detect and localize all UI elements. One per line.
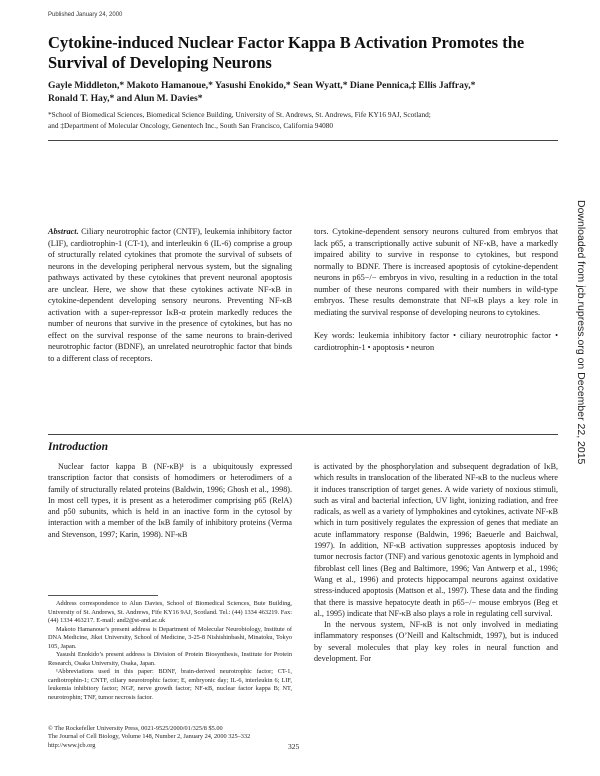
affiliation-line: *School of Biomedical Sciences, Biomedical Science Building, University of St. Andrews, St. Andrews, Fife KY16 9AJ, Scotland; (48, 110, 431, 119)
article-title: Cytokine-induced Nuclear Factor Kappa B Activation Promotes the Survival of Developing Neurons (48, 33, 525, 72)
abstract-label: Abstract. (48, 227, 79, 236)
abstract-right-column (314, 226, 558, 353)
introduction-right-column (314, 461, 558, 664)
page-number: 325 (288, 742, 300, 751)
introduction-heading: Introduction (48, 441, 109, 453)
footnote-correspondence: Address correspondence to Alun Davies, School of Biomedical Sciences, Bute Building, University of St. Andrews, St. Andrews, Fife KY16 9AJ, Scotland. Tel.: (44) 1334 463219. Fax: (44) 1334 463217. E-mail: and2@st-and.ac.uk (48, 600, 292, 624)
footnote-address: Makoto Hamanoue’s present address is Department of Molecular Neurobiology, Institute of DNA Medicine, Jikei University, School of Medicine, 3-25-8 Nishishinbashi, Minatoku, Tokyo 105, Japan. (48, 625, 292, 650)
journal-url[interactable]: http://www.jcb.org (48, 741, 96, 749)
copyright-block (48, 725, 250, 750)
journal-citation: The Journal of Cell Biology, Volume 148, Number 2, January 24, 2000 325–332 (48, 733, 251, 741)
abstract-text: Ciliary neurotrophic factor (CNTF), leukemia inhibitory factor (LIF), cardiotrophin-1 (CT-1), and interleukin 6 (IL-6) comprise a group of structurally related cytokines that promote the survival of subsets of neurons in the developing peripheral nervous system, but the signaling pathways activated by these cytokines that prevent neuronal apoptosis are unclear. Here, we show that these cytokines activate NF-κB in cytokine-dependent developing sensory neurons. Preventing NF-κB activation with a super-repressor IκB-α protein markedly reduces the number of neurons that survive in the presence of cytokines, but has no effect on the survival response of the same neurons to brain-derived neurotrophic factor (BDNF), an unrelated neurotrophic factor that binds to a different class of receptors. (48, 227, 292, 364)
author-line: Gayle Middleton,* Makoto Hamanoue,* Yasushi Enokido,* Sean Wyatt,* Diane Pennica,‡ Ellis Jaffray,* (48, 80, 476, 91)
footnote-abbreviations: ¹Abbreviations used in this paper: BDNF, brain-derived neurotrophic factor; CT-1, cardiotrophin-1; CNTF, ciliary neurotrophic factor; E, embryonic day; IL-6, interleukin 6; LIF, leukemia inhibitory factor; NGF, nerve growth factor; NF-κB, nuclear factor kappa B; NT, neurotrophin; TNF, tumor necrosis factor. (48, 668, 292, 701)
footnotes (48, 600, 292, 702)
abstract-text-continued: tors. Cytokine-dependent sensory neurons cultured from embryos that lack p65, a transcriptionally active subunit of NF-κB, have a markedly impaired ability to survive in response to cytokines, but respond normally to BDNF. There is increased apoptosis of cytokine-dependent neurons in p65−/− embryos in vivo, resulting in a reduction in the total number of these neurons compared with their numbers in wild-type embryos. These results demonstrate that NF-κB plays a key role in mediating the survival response of developing neurons to cytokines. (314, 227, 558, 317)
author-list (48, 80, 558, 105)
keywords: Key words: leukemia inhibitory factor • ciliary neurotrophic factor • cardiotrophin-1 • apoptosis • neuron (314, 331, 558, 352)
affiliations (48, 110, 558, 131)
section-divider (48, 434, 558, 435)
author-line: Ronald T. Hay,* and Alun M. Davies* (48, 92, 203, 104)
introduction-paragraph: is activated by the phosphorylation and subsequent degradation of IκB, which results in translocation of the liberated NF-κB to the nucleus where it induces transcription of target genes. A wide variety of noxious stimuli, such as viral and bacterial infection, UV light, ionizing radiation, and free radicals, as well as a variety of lymphokines and cytokines, activate NF-κB which in turn positively regulates the expression of genes that mediate an acute inflammatory response (Baldwin, 1996; Baeuerle and Baichwal, 1997). In addition, NF-κB activation suppresses apoptosis induced by tumor necrosis factor (TNF) and various genotoxic agents in lymphoid and fibroblast cell lines (Beg and Baltimore, 1996; Van Antwerp et al., 1996; Wang et al., 1996) and protects hippocampal neurons against oxidative stress-induced apoptosis (Mattson et al., 1997). These data and the finding that there is massive hepatocyte death in p65−/− mouse embryos (Beg et al., 1995) indicate that NF-κB also plays a role in regulating cell survival. (314, 462, 558, 618)
footnote-divider (48, 595, 158, 596)
copyright-line: © The Rockefeller University Press, 0021-9525/2000/01/325/8 $5.00 (48, 725, 223, 732)
introduction-paragraph: In the nervous system, NF-κB is not only involved in mediating inflammatory responses (O’Neill and Kaltschmidt, 1997), but is induced by several molecules that play key roles in neural function and development. For (314, 620, 558, 664)
published-date: Published January 24, 2000 (48, 12, 123, 18)
abstract-left-column (48, 226, 292, 365)
affiliation-line: and ‡Department of Molecular Oncology, Genentech Inc., South San Francisco, California 94080 (48, 120, 334, 130)
introduction-paragraph: Nuclear factor kappa B (NF-κB)¹ is a ubiquitously expressed transcription factor that consists of homodimers or heterodimers of a family of structurally related proteins (Baldwin, 1996; Ghosh et al., 1998). In most cell types, it is present as a heterodimer comprising p65 (RelA) and p50 subunits, which is held in an inactive form in the cytosol by interaction with a member of the IκB family of inhibitory proteins (Verma and Stevenson, 1997; Karin, 1998). NF-κB (48, 462, 292, 539)
footnote-address: Yasushi Enokido’s present address is Division of Protein Biosynthesis, Institute for Protein Research, Osaka University, Osaka, Japan. (48, 651, 292, 667)
introduction-left-column (48, 461, 292, 540)
download-watermark: Downloaded from jcb.rupress.org on December 22, 2015 (575, 200, 587, 465)
header-divider (48, 140, 558, 141)
